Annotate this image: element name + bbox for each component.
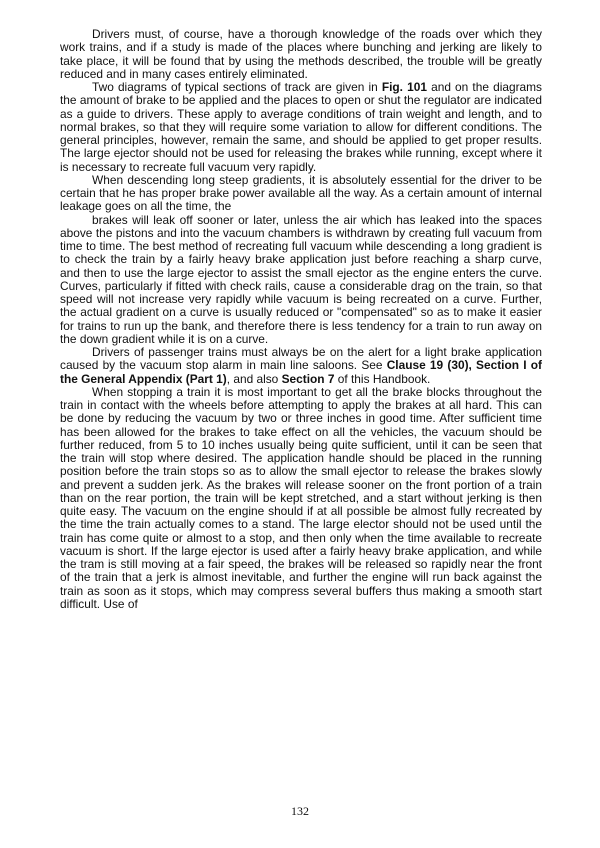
text-run: Drivers must, of course, have a thorough knowledge of the roads over which they work trains, and if a study is made of the places where bunching and jerking are likely to take place, it will be found that by using the methods described, the trouble will be greatly reduced and in many cases entirely eliminated.	[60, 27, 542, 81]
text-run: and on the diagrams the amount of brake to be applied and the places to open or shut the regulator are indicated as a guide to drivers. These apply to average conditions of train weight and length, and to normal brakes, so that they will require some variation to allow for different conditions. The general principles, however, remain the same, and should be applied to get proper results. The large ejector should not be used for releasing the brakes while running, except where it is necessary to recreate full vacuum very rapidly.	[60, 80, 542, 174]
paragraph	[60, 174, 542, 214]
text-run: When stopping a train it is most important to get all the brake blocks throughout the train in contact with the wheels before attempting to apply the brakes at all hard. This can be done by reducing the vacuum by two or three inches in good time. After sufficient time has been allowed for the brakes to take effect on all the vehicles, the vacuum should be further reduced, from 5 to 10 inches usually being quite sufficient, until it can be seen that the train will stop where desired. The application handle should be placed in the running position before the train stops so as to allow the small ejector to release the brakes slowly and prevent a sudden jerk. As the brakes will release sooner on the front portion of a train than on the rear portion, the train will be kept stretched, and a start without jerking is then quite easy. The vacuum on the engine should if at all possible be almost fully recreated by the time the train actually comes to a stand. The large elector should not be used until the train has come quite or almost to a stop, and then only when the time available to recreate vacuum is short. If the large ejector is used after a fairly heavy brake application, and while the tram is still moving at a fair speed, the brakes will be released so rapidly near the front of the train that a jerk is almost inevitable, and further the engine will run back against the train as soon as it stops, which may compress several buffers thus making a smooth start difficult. Use of	[60, 384, 542, 611]
page-number: 132	[291, 804, 309, 818]
text-run: When descending long steep gradients, it is absolutely essential for the driver to be certain that he has proper brake power available all the way. As a certain amount of internal leakage goes on all the time, the	[60, 172, 542, 214]
paragraph	[60, 28, 542, 81]
section-reference: Section 7	[281, 371, 335, 386]
clause-reference: Clause 19 (30), Section I of the General Appendix (Part 1)	[60, 358, 542, 386]
text-run: of this Handbook.	[334, 371, 431, 386]
paragraph	[60, 81, 542, 174]
text-run: Two diagrams of typical sections of track are given in	[92, 80, 382, 94]
text-run: , and also	[226, 371, 282, 386]
paragraph	[60, 386, 542, 611]
paragraph	[60, 346, 542, 386]
text-run: brakes will leak off sooner or later, unless the air which has leaked into the spaces above the pistons and into the vacuum chambers is withdrawn by creating full vacuum from time to time. The best method of recreating full vacuum while descending a long gradient is to check the train by a fairly heavy brake application just before reaching a sharp curve, and then to use the large ejector to assist the small ejector as the engine enters the curve. Curves, particularly if fitted with check rails, cause a considerable drag on the train, so that speed will not increase very rapidly while vacuum is being recreated on a curve. Further, the actual gradient on a curve is usually reduced or "compensated" so as to make it easier for trains to run up the bank, and therefore there is less tendency for a train to run away on the down gradient while it is on a curve.	[60, 212, 542, 346]
text-run: Drivers of passenger trains must always be on the alert for a light brake application caused by the vacuum stop alarm in main line saloons. See	[60, 345, 542, 373]
figure-reference: Fig. 101	[381, 80, 427, 94]
paragraph	[60, 214, 542, 347]
page-body	[60, 28, 542, 611]
